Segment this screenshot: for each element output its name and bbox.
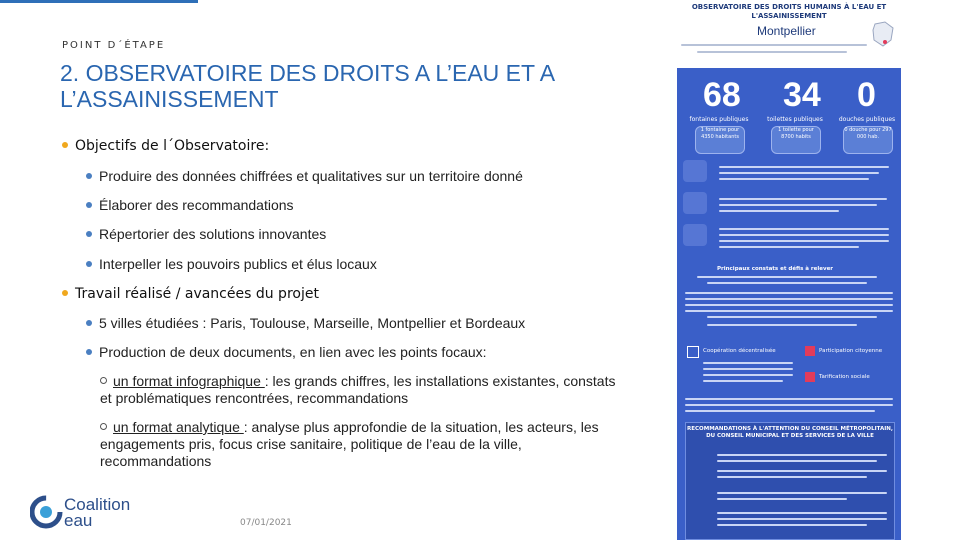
- tarif-icon: [805, 372, 815, 382]
- people-icon: [805, 346, 815, 356]
- link-format-infographique[interactable]: un format infographique: [113, 373, 265, 389]
- slide-title-line-2: L’ASSAINISSEMENT: [60, 86, 279, 112]
- bullet-objectifs-label: Objectifs de l´Observatoire:: [75, 138, 270, 154]
- bullet-dot: [62, 142, 68, 148]
- bullet-objectif-item: Produire des données chiffrées et qualitatives sur un territoire donné: [86, 168, 523, 184]
- slide-title-line-1: 2. OBSERVATOIRE DES DROITS A L’EAU ET A: [60, 60, 556, 86]
- stat-pill: 0 douche pour 297 000 hab.: [843, 126, 893, 154]
- bullet-dot: [62, 290, 68, 296]
- infographic-header: OBSERVATOIRE DES DROITS HUMAINS À L'EAU ET L'ASSAINISSEMENT Montpellier: [677, 0, 901, 68]
- bullet-objectif-item: Élaborer des recommandations: [86, 197, 294, 213]
- sub-bullet-analytique: un format analytique : analyse plus approfondie de la situation, les acteurs, les engagements pris, focus crise sanitaire, politique de l’eau de la ville, recommandations: [100, 419, 599, 469]
- link-format-analytique[interactable]: un format analytique: [113, 419, 244, 435]
- logo-wordmark: Coalition eau: [64, 495, 131, 530]
- check-icon: [687, 346, 699, 358]
- section-kicker: POINT D´ÉTAPE: [62, 40, 166, 51]
- bullet-travail-item: 5 villes étudiées : Paris, Toulouse, Marseille, Montpellier et Bordeaux: [86, 315, 525, 331]
- stat-fontaines-value: 68: [703, 76, 741, 114]
- recommendations-box: [685, 422, 895, 540]
- stat-toilettes-value: 34: [783, 76, 821, 114]
- toilet-icon: [683, 192, 707, 214]
- bullet-objectif-item: Interpeller les pouvoirs publics et élus locaux: [86, 256, 377, 272]
- top-accent-bar: [0, 0, 198, 3]
- france-map-icon: [871, 20, 895, 48]
- stat-douches-value: 0: [857, 76, 876, 114]
- infographic-city: Montpellier: [757, 24, 816, 38]
- bullet-objectif-item: Répertorier des solutions innovantes: [86, 226, 326, 242]
- stat-pill: 1 toilette pour 8700 habits: [771, 126, 821, 154]
- bullet-travail-label: Travail réalisé / avancées du projet: [75, 286, 319, 302]
- shower-icon: [683, 224, 707, 246]
- bullet-travail: [62, 286, 319, 302]
- fountain-icon: [683, 160, 707, 182]
- infographic-section-title: Principaux constats et défis à relever: [717, 266, 834, 272]
- bullet-travail-item: Production de deux documents, en lien avec les points focaux:: [86, 344, 487, 360]
- bullet-objectifs: [62, 138, 269, 154]
- recommendations-title: RECOMMANDATIONS À L'ATTENTION DU CONSEIL MÉTROPOLITAIN, DU CONSEIL MUNICIPAL ET DES SERVICES DE LA VILLE: [687, 426, 893, 439]
- slide-title: [60, 60, 660, 112]
- slide-date: 07/01/2021: [240, 518, 292, 528]
- infographic-image: OBSERVATOIRE DES DROITS HUMAINS À L'EAU ET L'ASSAINISSEMENT Montpellier 68 34 0 fontaines publiques toilettes publiques douches publiques 1 fontaine pour 4350 habitants 1 toilette pour 8700 habits 0 douche pour 297 000 hab. Principaux constats et défis à relever Coopération décentralisée Participation citoyenne Tarification sociale RECOMMANDATIONS À L'ATTENTION DU CONSEIL MÉTROPOLITAIN, DU CONSEIL MUNICIPAL ET DES SERVICES DE LA VILLE: [677, 0, 901, 540]
- stat-pill: 1 fontaine pour 4350 habitants: [695, 126, 745, 154]
- sub-bullet-infographique: un format infographique : les grands chiffres, les installations existantes, constats et problématiques rencontrées, recommandations: [100, 373, 616, 406]
